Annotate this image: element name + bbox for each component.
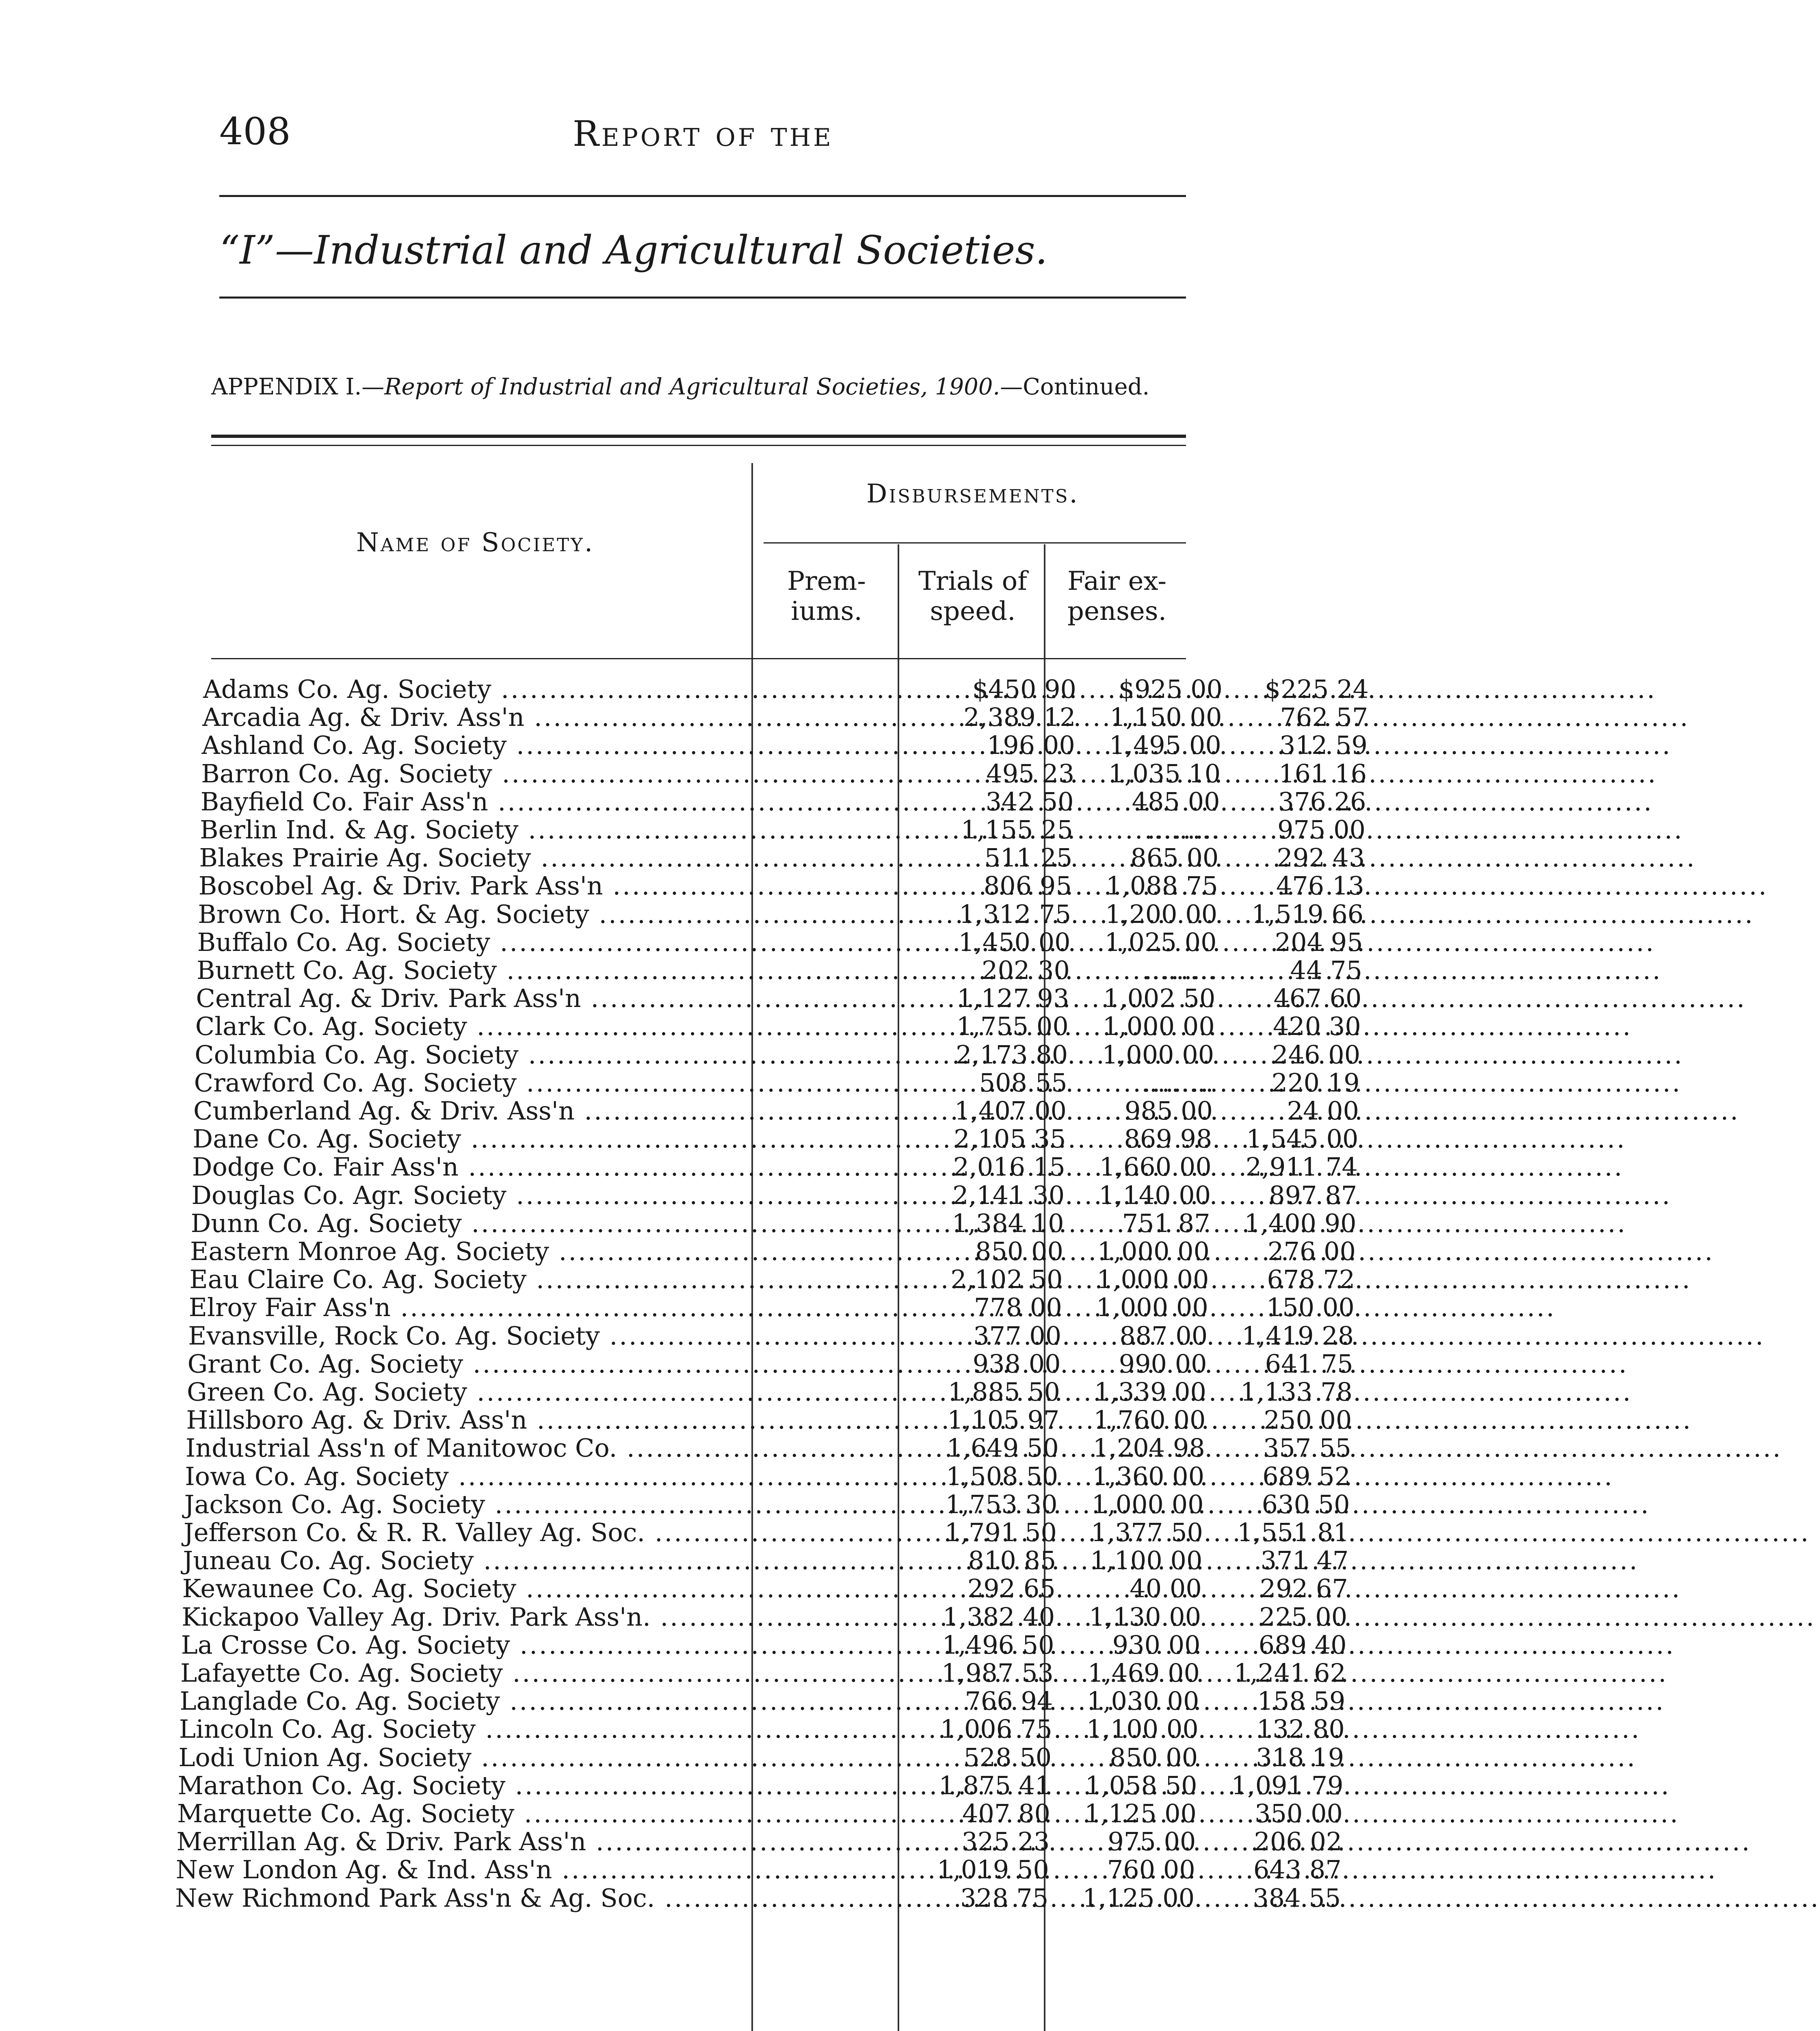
society-name: Merrillan Ag. & Driv. Park Ass'n ..... [176, 1827, 729, 1856]
trials-of-speed-cell: 40 00 [1130, 1574, 1202, 1604]
premiums-cell: 2,105 35 [954, 1124, 1066, 1154]
trials-of-speed-cell: 1,030 00 [1087, 1686, 1199, 1716]
trials-of-speed-cell: 751 87 [1122, 1208, 1210, 1238]
fair-expenses-cell: 762 57 [1280, 702, 1368, 732]
premiums-cell: 1,382 40 [943, 1602, 1055, 1632]
trials-of-speed-cell: 1,002 50 [1103, 983, 1216, 1013]
fair-expenses-cell: 292 67 [1260, 1574, 1348, 1604]
society-name: Lincoln Co. Ag. Society ..... [179, 1714, 731, 1744]
premiums-cell: 196 00 [987, 730, 1075, 760]
society-name: Dodge Co. Fair Ass'n ..... [192, 1152, 744, 1182]
premiums-cell: 1,019 50 [937, 1855, 1049, 1885]
trials-of-speed-cell: 1,088 75 [1106, 871, 1218, 901]
society-name: Burnett Co. Ag. Society ..... [197, 955, 749, 985]
premiums-cell: 1,753 30 [945, 1489, 1058, 1519]
society-name: Juneau Co. Ag. Society ..... [183, 1546, 735, 1575]
trials-of-speed-cell: 485 00 [1132, 786, 1220, 816]
fair-expenses-cell: $225 24 [1264, 674, 1369, 704]
society-name: Marquette Co. Ag. Society ..... [177, 1799, 729, 1828]
trials-of-speed-cell: 1,000 00 [1102, 1011, 1215, 1041]
society-name: Clark Co. Ag. Society ..... [195, 1011, 748, 1041]
disbursements-rule [764, 542, 1186, 543]
fair-expenses-cell: 312 59 [1279, 730, 1368, 760]
fair-expenses-cell: 206 02 [1254, 1827, 1342, 1857]
society-name: New London Ag. & Ind. Ass'n ..... [176, 1855, 728, 1884]
society-name: Industrial Ass'n of Manitowoc Co. ..... [186, 1433, 738, 1463]
trials-of-speed-cell: 1,360 00 [1092, 1461, 1205, 1491]
society-name: Cumberland Ag. & Driv. Ass'n ..... [193, 1096, 746, 1126]
society-name: Eastern Monroe Ag. Society ..... [190, 1236, 742, 1266]
premiums-cell: 1,875 41 [939, 1770, 1051, 1800]
trials-of-speed-cell: 1,035 10 [1108, 758, 1221, 788]
premiums-cell: 511 25 [984, 843, 1073, 873]
appendix-title: Report of Industrial and Agricultural Societies, 1900. [384, 374, 1000, 400]
trials-header: Trials of speed. [918, 566, 1027, 626]
society-name: Kickapoo Valley Ag. Driv. Park Ass'n. ..... [182, 1602, 734, 1632]
trials-of-speed-cell: 930 00 [1112, 1630, 1201, 1660]
appendix-label: APPENDIX I.— [211, 374, 385, 400]
trials-of-speed-cell: 1,000 00 [1097, 1265, 1209, 1295]
society-name: Bayfield Co. Fair Ass'n ..... [201, 787, 753, 816]
premiums-cell: 2,141 30 [952, 1180, 1065, 1210]
society-name: Lodi Union Ag. Society ..... [178, 1743, 731, 1772]
fair-expenses-cell: 292 43 [1277, 843, 1365, 873]
society-name: Grant Co. Ag. Society ..... [188, 1349, 740, 1379]
trials-of-speed-cell: 990 00 [1119, 1349, 1207, 1379]
premiums-cell: 1,312 75 [959, 899, 1071, 929]
trials-of-speed-cell: $925 00 [1118, 674, 1223, 704]
trials-of-speed-cell: 1,000 00 [1096, 1293, 1208, 1323]
fair-expenses-cell: 132 80 [1256, 1714, 1345, 1744]
trials-of-speed-cell: 1,125 00 [1084, 1799, 1197, 1828]
disbursements-header: Disbursements. [866, 479, 1079, 509]
trials-of-speed-cell: 1,760 00 [1093, 1405, 1206, 1435]
premiums-cell: 1,450 00 [958, 927, 1071, 957]
premiums-header: Prem- iums. [787, 566, 866, 626]
premiums-cell: 1,508 50 [946, 1461, 1058, 1491]
trials-of-speed-cell: 1,058 50 [1085, 1770, 1197, 1800]
premiums-cell: 778 00 [974, 1293, 1062, 1323]
premiums-cell: 1,006 75 [940, 1714, 1052, 1744]
society-name: Buffalo Co. Ag. Society ..... [197, 927, 750, 957]
trials-of-speed-cell: 1,339 00 [1094, 1377, 1206, 1407]
trials-of-speed-cell: 1,130 00 [1089, 1602, 1201, 1632]
fair-expenses-cell: 975 00 [1277, 815, 1366, 844]
society-name: La Crosse Co. Ag. Society ..... [181, 1630, 734, 1660]
fair-expenses-cell: 1,545 00 [1246, 1124, 1359, 1154]
trials-of-speed-cell: 760 00 [1107, 1855, 1195, 1885]
society-name: Dunn Co. Ag. Society ..... [191, 1208, 743, 1238]
fair-expenses-cell: 641 75 [1265, 1349, 1353, 1379]
society-name: Columbia Co. Ag. Society ..... [195, 1040, 747, 1070]
appendix-caption [211, 374, 1186, 400]
fair-expenses-cell: 44 75 [1290, 955, 1362, 985]
premiums-cell: 1,496 50 [942, 1630, 1054, 1660]
premiums-cell: 850 00 [975, 1236, 1063, 1266]
trials-of-speed-cell: 1,025 00 [1104, 927, 1217, 957]
society-name: Arcadia Ag. & Driv. Ass'n ..... [202, 702, 755, 732]
trials-of-speed-cell: 887 00 [1119, 1321, 1208, 1351]
trials-of-speed-cell: 1,125 00 [1082, 1883, 1195, 1913]
trials-of-speed-cell: 1,000 00 [1091, 1489, 1204, 1519]
trials-of-speed-cell: 1,000 00 [1097, 1236, 1210, 1266]
society-name: Dane Co. Ag. Society ..... [193, 1124, 745, 1154]
fair-expenses-cell: 689 52 [1262, 1461, 1351, 1491]
fair-expenses-cell: 250 00 [1264, 1405, 1352, 1435]
society-name: Kewaunee Co. Ag. Society ..... [182, 1574, 735, 1603]
trials-of-speed-cell: 1,204 98 [1093, 1433, 1205, 1463]
trials-of-speed-cell: 1,000 00 [1102, 1039, 1214, 1070]
fair-expenses-cell: 246 00 [1272, 1039, 1361, 1070]
table-rule-top-2 [211, 445, 1186, 446]
society-name: Hillsboro Ag. & Driv. Ass'n ..... [186, 1405, 738, 1435]
society-name: Elroy Fair Ass'n ..... [189, 1293, 741, 1322]
premiums-cell: 508 55 [979, 1067, 1067, 1098]
premiums-cell: 1,155 25 [961, 815, 1073, 844]
premiums-cell: 938 00 [972, 1349, 1061, 1379]
trials-of-speed-cell: 1,200 00 [1105, 899, 1218, 929]
table-rule-top-1 [211, 435, 1186, 438]
fair-expenses-cell: 1,400 90 [1244, 1208, 1357, 1238]
premiums-cell: 325 23 [961, 1827, 1050, 1857]
trials-of-speed-cell: ......... [1141, 1067, 1214, 1098]
society-name: Douglas Co. Agr. Society ..... [191, 1180, 744, 1210]
trials-of-speed-cell: 850 00 [1110, 1742, 1198, 1772]
trials-of-speed-cell: 1,377 50 [1091, 1518, 1203, 1547]
fair-expenses-cell: 376 26 [1278, 786, 1366, 816]
fair-expenses-cell: 1,133 78 [1240, 1377, 1353, 1407]
name-column-header: Name of Society. [356, 528, 595, 558]
premiums-cell: 377 00 [973, 1321, 1062, 1351]
premiums-cell: 1,649 50 [946, 1433, 1059, 1463]
premiums-cell: 342 50 [985, 786, 1074, 816]
society-name: New Richmond Park Ass'n & Ag. Soc. ..... [175, 1883, 727, 1913]
premiums-cell: 1,885 50 [948, 1377, 1060, 1407]
premiums-cell: 328 75 [960, 1883, 1049, 1913]
trials-of-speed-cell: 1,660 00 [1099, 1152, 1212, 1182]
premiums-cell: 806 95 [983, 871, 1072, 901]
society-name: Blakes Prairie Ag. Society ..... [199, 843, 751, 873]
society-name: Lafayette Co. Ag. Society ..... [180, 1658, 733, 1688]
society-name: Crawford Co. Ag. Society ..... [194, 1068, 747, 1098]
premiums-cell: 1,105 97 [947, 1405, 1060, 1435]
fair-expenses-cell: 1,091 79 [1231, 1770, 1344, 1800]
premiums-cell: $450 90 [972, 674, 1076, 704]
fair-expenses-cell: 678 72 [1267, 1265, 1355, 1295]
running-head: Report of the [573, 114, 833, 154]
fair-expenses-cell: 1,519 66 [1251, 899, 1364, 929]
trials-of-speed-cell: 1,140 00 [1099, 1180, 1211, 1210]
premiums-cell: 1,407 00 [954, 1096, 1067, 1126]
fair-expenses-cell: 476 13 [1276, 871, 1364, 901]
premiums-cell: 495 23 [986, 758, 1075, 788]
premiums-cell: 2,173 80 [956, 1039, 1068, 1070]
premiums-cell: 1,384 10 [952, 1208, 1064, 1238]
fair-expenses-cell: 225 00 [1259, 1602, 1348, 1632]
fair-expenses-cell: 420 30 [1272, 1011, 1361, 1041]
fair-expenses-cell: 24 00 [1287, 1096, 1359, 1126]
society-name: Jefferson Co. & R. R. Valley Ag. Soc. ..... [184, 1518, 736, 1547]
premiums-cell: 1,127 93 [957, 983, 1069, 1013]
society-name: Boscobel Ag. & Driv. Park Ass'n ..... [199, 871, 751, 901]
fair-expenses-cell: 220 19 [1271, 1067, 1360, 1098]
trials-of-speed-cell: 975 00 [1108, 1827, 1196, 1857]
society-name: Marathon Co. Ag. Society ..... [178, 1771, 730, 1800]
trials-of-speed-cell: ......... [1147, 815, 1219, 844]
premiums-cell: 2,389 12 [963, 702, 1076, 732]
fair-expenses-cell: 2,911 74 [1245, 1152, 1358, 1182]
header-bottom-rule [211, 658, 1186, 659]
fair-expenses-cell: 384 55 [1253, 1883, 1341, 1913]
trials-of-speed-cell: 1,495 00 [1109, 730, 1221, 760]
society-name: Evansville, Rock Co. Ag. Society ..... [188, 1321, 740, 1351]
fair-expenses-cell: 276 00 [1268, 1236, 1356, 1266]
premiums-cell: 1,755 00 [956, 1011, 1069, 1041]
society-name: Central Ag. & Driv. Park Ass'n ..... [196, 983, 748, 1013]
trials-of-speed-cell: 869 98 [1124, 1124, 1212, 1154]
fair-expenses-cell: 897 87 [1269, 1180, 1357, 1210]
premiums-cell: 528 50 [963, 1742, 1052, 1772]
fair-expenses-cell: 204 95 [1275, 927, 1363, 957]
fair-expenses-header: Fair ex- penses. [1067, 566, 1167, 626]
fair-expenses-cell: 357 55 [1263, 1433, 1351, 1463]
fair-expenses-cell: 630 50 [1262, 1489, 1350, 1519]
trials-of-speed-cell: 985 00 [1125, 1096, 1213, 1126]
society-name: Eau Claire Co. Ag. Society ..... [189, 1265, 742, 1294]
society-name: Brown Co. Hort. & Ag. Society ..... [198, 899, 750, 929]
appendix-suffix: —Continued. [1000, 374, 1150, 400]
page-number: 408 [219, 110, 291, 153]
premiums-cell: 292 65 [967, 1574, 1056, 1604]
header-rule-top [219, 195, 1186, 197]
fair-expenses-cell: 467 60 [1273, 983, 1362, 1013]
society-name: Langlade Co. Ag. Society ..... [180, 1686, 732, 1716]
fair-expenses-cell: 161 16 [1279, 758, 1367, 788]
society-name: Iowa Co. Ag. Society ..... [185, 1462, 737, 1491]
fair-expenses-cell: 1,419 28 [1242, 1321, 1354, 1351]
trials-of-speed-cell: 1,469 00 [1087, 1658, 1200, 1688]
fair-expenses-cell: 371 47 [1260, 1546, 1349, 1576]
trials-of-speed-cell: 1,100 00 [1090, 1546, 1203, 1576]
trials-of-speed-cell: 1,100 00 [1086, 1714, 1199, 1744]
trials-of-speed-cell: 865 00 [1130, 843, 1219, 873]
premiums-cell: 766 94 [965, 1686, 1053, 1716]
fair-expenses-cell: 318 19 [1256, 1742, 1344, 1772]
premiums-cell: 2,102 50 [950, 1265, 1063, 1295]
fair-expenses-cell: 643 87 [1253, 1855, 1342, 1885]
premiums-cell: 202 30 [982, 955, 1070, 985]
fair-expenses-cell: 350 00 [1255, 1799, 1343, 1828]
premiums-cell: 2,016 15 [953, 1152, 1065, 1182]
society-name: Ashland Co. Ag. Society ..... [202, 730, 754, 760]
trials-of-speed-cell: ......... [1144, 955, 1216, 985]
fair-expenses-cell: 1,551 81 [1237, 1518, 1349, 1547]
society-name: Berlin Ind. & Ag. Society ..... [200, 815, 752, 844]
premiums-cell: 1,987 53 [941, 1658, 1054, 1688]
trials-of-speed-cell: 1,150 00 [1110, 702, 1222, 732]
society-name: Adams Co. Ag. Society ..... [203, 674, 755, 704]
fair-expenses-cell: 1,241 62 [1234, 1658, 1346, 1688]
premiums-cell: 1,791 50 [944, 1518, 1057, 1547]
premiums-cell: 810 85 [968, 1546, 1056, 1576]
society-name: Jackson Co. Ag. Society ..... [184, 1490, 737, 1519]
fair-expenses-cell: 150 00 [1266, 1293, 1355, 1323]
society-name: Green Co. Ag. Society ..... [187, 1377, 739, 1407]
fair-expenses-cell: 689 40 [1258, 1630, 1347, 1660]
fair-expenses-cell: 158 59 [1257, 1686, 1346, 1716]
header-rule-bottom [219, 297, 1186, 299]
premiums-cell: 407 80 [962, 1799, 1050, 1828]
section-title: “I”—Industrial and Agricultural Societies. [219, 227, 1048, 273]
society-name: Barron Co. Ag. Society ..... [201, 759, 753, 788]
